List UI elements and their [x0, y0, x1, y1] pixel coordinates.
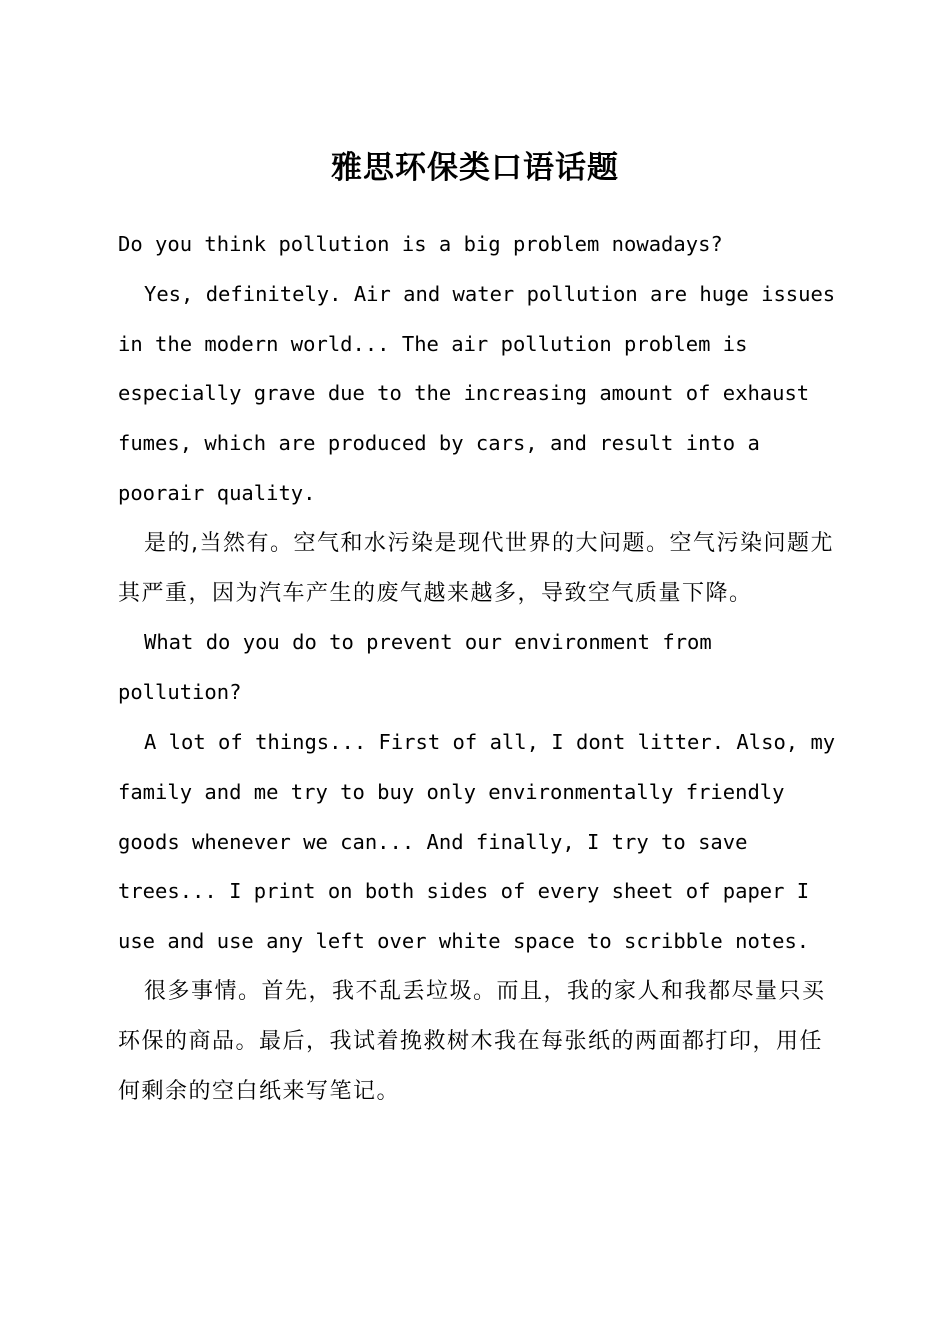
answer-1-english: Yes, definitely. Air and water pollution are huge issues in the modern world... The air pollution problem is especially grave due to the increasing amount of exhaust fumes, which are produced by cars, and result into a poorair quality.: [118, 281, 836, 505]
answer-2-english: A lot of things... First of all, I dont litter. Also, my family and me try to buy only environmentally friendly goods whenever we can... And finally, I try to save trees... I print on both sides of every sheet of paper I use and use any left over white space to scribble notes.: [118, 729, 836, 954]
document-body: [118, 220, 838, 1116]
question-2: What do you do to prevent our environment from pollution?: [118, 630, 712, 705]
page-title: 雅思环保类口语话题: [331, 150, 619, 186]
answer-1-chinese: 是的,当然有。空气和水污染是现代世界的大问题。空气污染问题尤其严重，因为汽车产生的废气越来越多，导致空气质量下降。: [118, 530, 834, 606]
answer-2-chinese: 很多事情。首先，我不乱丢垃圾。而且，我的家人和我都尽量只买环保的商品。最后，我试着挽救树木我在每张纸的两面都打印，用任何剩余的空白纸来写笔记。: [118, 978, 826, 1104]
question-1: Do you think pollution is a big problem nowadays?: [118, 232, 723, 256]
